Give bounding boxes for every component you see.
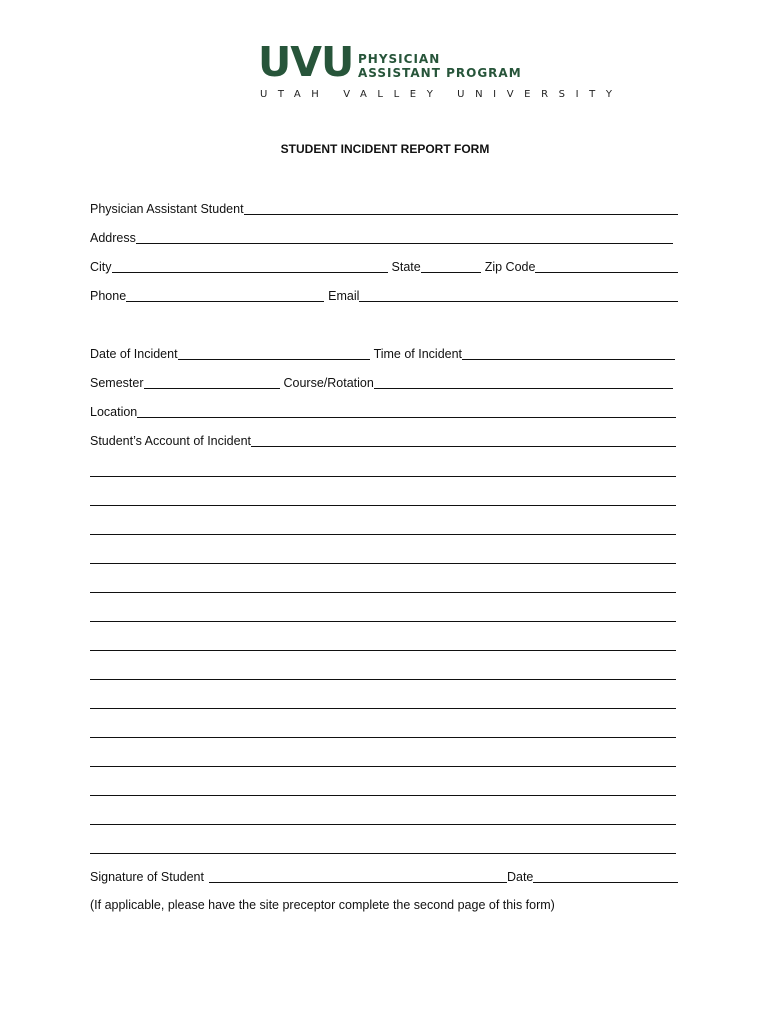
- uvu-pa-logo: [258, 38, 623, 106]
- date-label: Date: [506, 870, 534, 884]
- location-field[interactable]: [137, 404, 676, 418]
- account-blank-line[interactable]: [90, 766, 676, 767]
- account-blank-line[interactable]: [90, 795, 676, 796]
- location-label: Location: [90, 405, 138, 419]
- signature-label: Signature of Student: [90, 870, 204, 884]
- city-label: City: [90, 260, 112, 274]
- email-field[interactable]: [359, 288, 678, 302]
- address-field[interactable]: [136, 230, 673, 244]
- semester-field[interactable]: [144, 375, 280, 389]
- account-blank-line[interactable]: [90, 505, 676, 506]
- city-state-zip-row: [90, 258, 678, 274]
- course-rotation-label: Course/Rotation: [283, 376, 374, 390]
- time-of-incident-field[interactable]: [462, 346, 675, 360]
- logo-program-line1: PHYSICIAN: [358, 52, 441, 66]
- account-blank-line[interactable]: [90, 824, 676, 825]
- phone-email-row: [90, 287, 678, 303]
- date-of-incident-field[interactable]: [178, 346, 370, 360]
- signature-field[interactable]: [209, 869, 507, 883]
- semester-label: Semester: [90, 376, 144, 390]
- date-field[interactable]: [533, 869, 678, 883]
- logo-mark: UVU: [258, 38, 354, 86]
- email-label: Email: [328, 289, 360, 303]
- account-blank-line[interactable]: [90, 737, 676, 738]
- student-name-field[interactable]: [244, 201, 678, 215]
- account-row: [90, 432, 676, 448]
- date-time-row: [90, 345, 675, 361]
- account-blank-line[interactable]: [90, 534, 676, 535]
- account-blank-line[interactable]: [90, 650, 676, 651]
- logo-program-line2: ASSISTANT PROGRAM: [358, 66, 522, 80]
- account-blank-line[interactable]: [90, 853, 676, 854]
- zip-label: Zip Code: [484, 260, 536, 274]
- address-row: [90, 229, 673, 245]
- account-blank-line[interactable]: [90, 708, 676, 709]
- student-name-label: Physician Assistant Student: [90, 202, 244, 216]
- account-blank-line[interactable]: [90, 621, 676, 622]
- preceptor-note: (If applicable, please have the site preceptor complete the second page of this form): [90, 898, 555, 912]
- course-rotation-field[interactable]: [374, 375, 673, 389]
- phone-field[interactable]: [126, 288, 324, 302]
- account-blank-line[interactable]: [90, 592, 676, 593]
- state-label: State: [391, 260, 421, 274]
- logo-university-name: UTAH VALLEY UNIVERSITY: [260, 89, 623, 100]
- account-blank-line[interactable]: [90, 679, 676, 680]
- address-label: Address: [90, 231, 136, 245]
- location-row: [90, 403, 676, 419]
- semester-course-row: [90, 374, 673, 390]
- city-field[interactable]: [112, 259, 388, 273]
- account-blank-line[interactable]: [90, 476, 676, 477]
- form-title: STUDENT INCIDENT REPORT FORM: [280, 142, 490, 156]
- account-field[interactable]: [251, 433, 676, 447]
- zip-field[interactable]: [535, 259, 678, 273]
- logo-program-name: [358, 52, 522, 80]
- time-of-incident-label: Time of Incident: [373, 347, 463, 361]
- date-of-incident-label: Date of Incident: [90, 347, 178, 361]
- state-field[interactable]: [421, 259, 481, 273]
- phone-label: Phone: [90, 289, 127, 303]
- account-label: Student’s Account of Incident: [90, 434, 251, 448]
- signature-row: [90, 868, 678, 884]
- account-blank-line[interactable]: [90, 563, 676, 564]
- student-name-row: [90, 200, 678, 216]
